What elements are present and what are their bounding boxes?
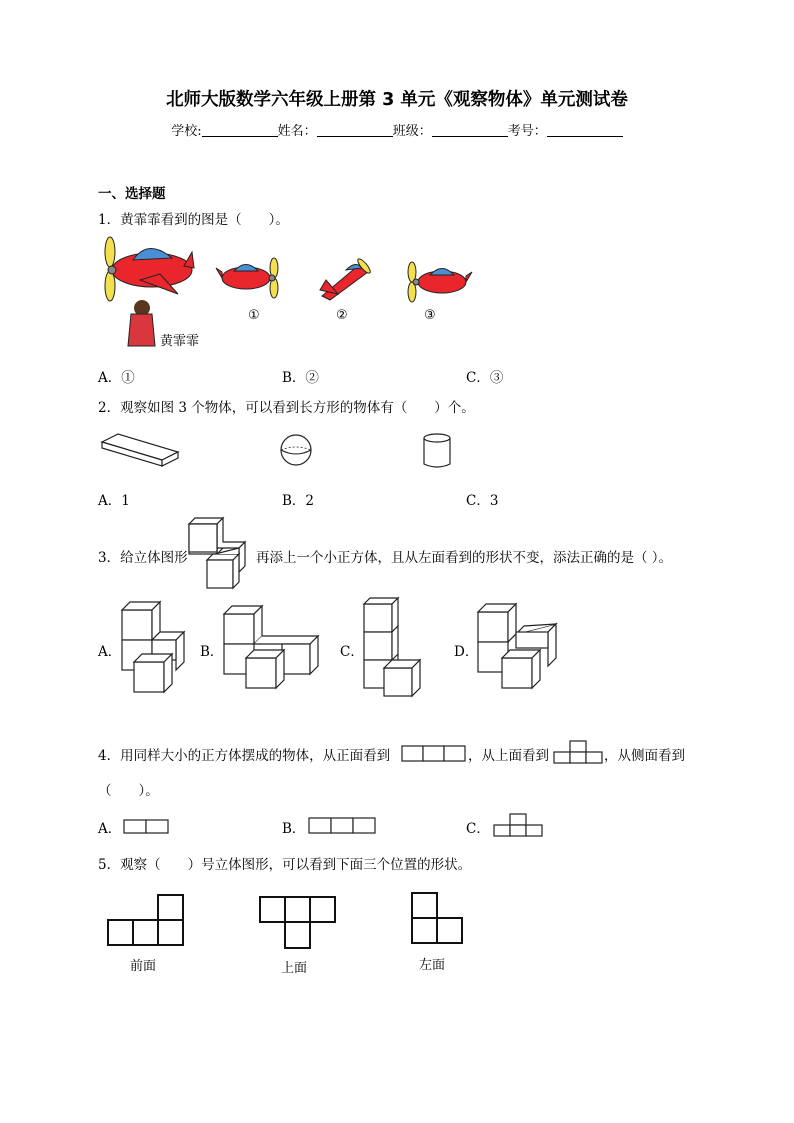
name-label: 姓名： xyxy=(277,124,317,139)
front-view-label: 前面 xyxy=(130,959,157,974)
question-2-text: 2．观察如图 3 个物体，可以看到长方形的物体有（ ）个。 xyxy=(98,400,475,416)
q4-option-b[interactable]: B． xyxy=(282,821,306,837)
number-label: 考号： xyxy=(507,124,547,139)
class-label: 班级： xyxy=(392,124,432,139)
school-blank[interactable] xyxy=(202,123,278,137)
q3-option-c-figure xyxy=(362,596,432,700)
top-view-shape xyxy=(258,895,338,951)
figure-1-label: ① xyxy=(248,308,260,323)
figure-3-label: ③ xyxy=(424,308,436,323)
front-view-shape xyxy=(106,893,186,947)
q4-option-c-figure xyxy=(492,813,546,837)
cuboid-figure xyxy=(100,432,180,468)
q4-option-a-figure xyxy=(123,819,169,835)
question-4-text-part2: ，从上面看到 xyxy=(468,748,549,764)
top-view-label: 上面 xyxy=(281,961,308,976)
q1-option-a[interactable]: A．① xyxy=(98,370,135,386)
q2-option-b[interactable]: B．2 xyxy=(282,493,315,509)
base-solid-figure xyxy=(187,518,253,590)
q3-option-b-figure xyxy=(222,606,322,690)
question-3-text-after: 再添上一个小正方体，且从左面看到的形状不变，添法正确的是（ ）。 xyxy=(256,550,673,566)
school-label: 学校: xyxy=(171,124,202,139)
question-4-text-part1: 4．用同样大小的正方体摆成的物体，从正面看到 xyxy=(98,748,391,764)
plane-option-2-figure xyxy=(316,254,372,302)
student-info-line xyxy=(0,120,794,139)
plane-option-3-figure xyxy=(404,262,474,304)
left-view-shape xyxy=(410,891,466,947)
q4-option-b-figure xyxy=(308,817,376,835)
cylinder-figure xyxy=(420,432,454,470)
q1-option-b[interactable]: B．② xyxy=(282,370,319,386)
plane-option-1-figure xyxy=(216,258,286,300)
q2-option-a[interactable]: A．1 xyxy=(98,493,130,509)
question-1-text: 1．黄霏霏看到的图是（ ）。 xyxy=(98,212,289,228)
observer-name-label: 黄霏霏 xyxy=(160,334,200,349)
sphere-figure xyxy=(278,432,314,468)
q1-option-c[interactable]: C．③ xyxy=(466,370,504,386)
question-3-text-before: 3．给立体图形 xyxy=(98,550,188,566)
q3-option-d[interactable]: D． xyxy=(454,644,479,660)
q3-option-a-figure xyxy=(120,602,190,694)
question-4-text-part3: ，从侧面看到 xyxy=(604,748,685,764)
q3-option-c[interactable]: C． xyxy=(340,644,364,660)
page-title: 北师大版数学六年级上册第 3 单元《观察物体》单元测试卷 xyxy=(166,90,628,110)
section-heading: 一、选择题 xyxy=(98,186,166,202)
front-view-figure xyxy=(401,745,467,763)
question-5-text: 5．观察（ ）号立体图形，可以看到下面三个位置的形状。 xyxy=(98,857,472,873)
q3-option-a[interactable]: A． xyxy=(98,644,122,660)
q3-option-b[interactable]: B． xyxy=(200,644,224,660)
left-view-label: 左面 xyxy=(419,958,446,973)
q2-option-c[interactable]: C．3 xyxy=(466,493,499,509)
q4-option-a[interactable]: A． xyxy=(98,821,122,837)
figure-2-label: ② xyxy=(336,308,348,323)
class-blank[interactable] xyxy=(432,123,508,137)
q3-option-d-figure xyxy=(476,604,560,694)
name-blank[interactable] xyxy=(317,123,393,137)
number-blank[interactable] xyxy=(547,123,623,137)
question-4-text-line2: （ ）。 xyxy=(98,783,159,799)
top-view-figure xyxy=(552,740,604,764)
q4-option-c[interactable]: C． xyxy=(466,821,490,837)
